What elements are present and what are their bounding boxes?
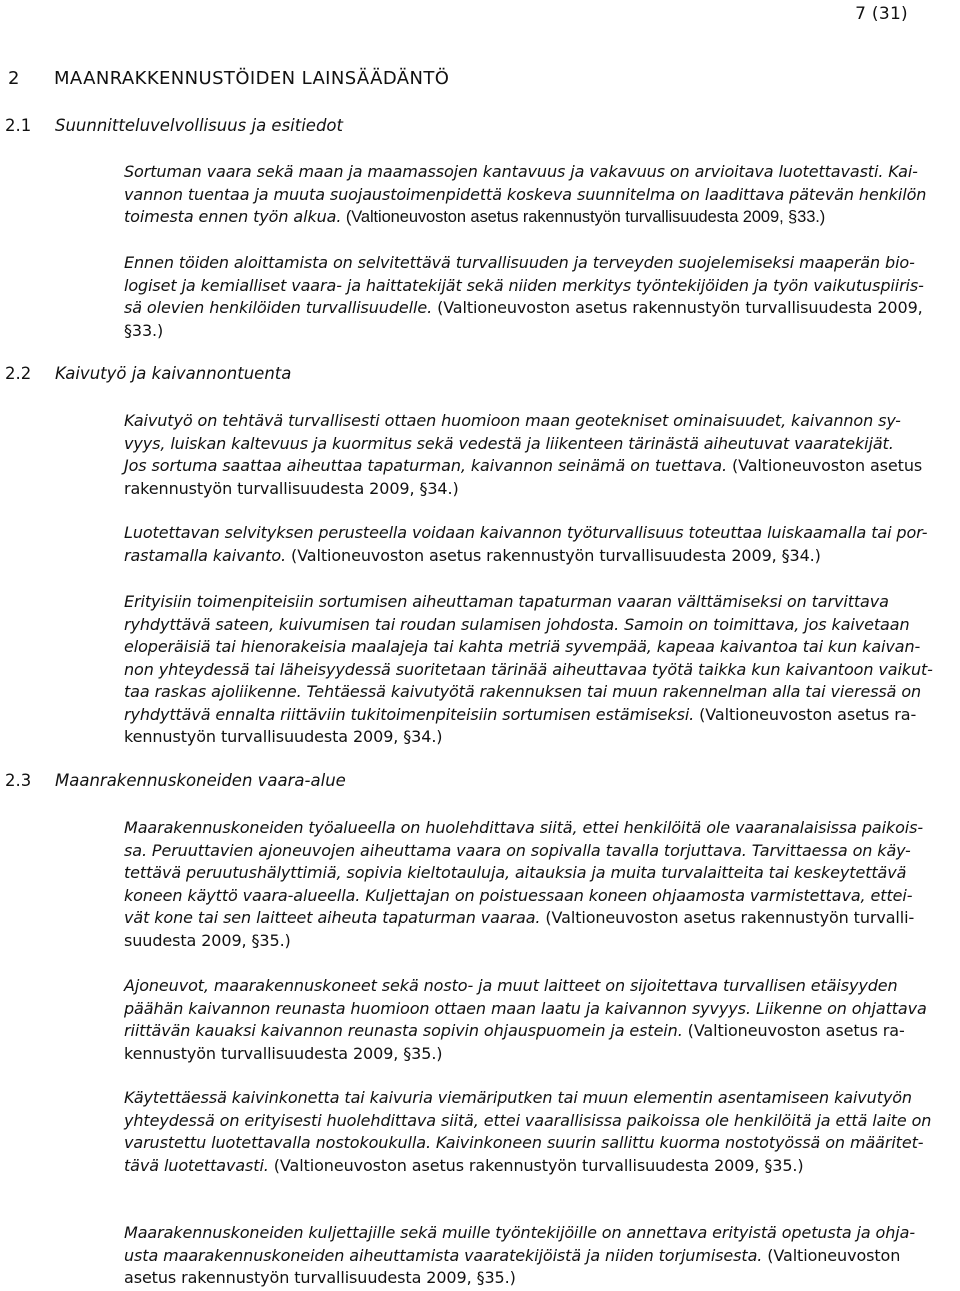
italic-text: koneen käyttö vaara-alueella. Kuljettajan on poistuessaan koneen ohjaamosta varmistettava, ettei- bbox=[124, 885, 913, 905]
paragraph-line bbox=[124, 1132, 956, 1155]
italic-text: tävä luotettavasti. bbox=[124, 1155, 269, 1175]
italic-text: Erityisiin toimenpiteisiin sortumisen aiheuttaman tapaturman vaaran välttämiseksi on tarvittava bbox=[124, 592, 889, 611]
paragraph-line bbox=[124, 1020, 956, 1043]
legal-reference: (Valtioneuvoston asetus bbox=[726, 456, 923, 475]
italic-text: yhteydessä on erityisesti huolehdittava siitä, ettei vaarallisissa paikoissa ole henkilöitä ja että laite on bbox=[124, 1110, 932, 1130]
italic-text: toimesta ennen työn alkua. bbox=[124, 207, 342, 226]
italic-text: Maarakennuskoneiden kuljettajille sekä muille työntekijöille on annettava erityistä opetusta ja ohja- bbox=[124, 1223, 916, 1242]
paragraph-line bbox=[124, 320, 956, 343]
paragraph-line bbox=[124, 184, 956, 207]
italic-text: Ajoneuvot, maarakennuskoneet sekä nosto- ja muut laitteet on sijoitettava turvallisen etäisyyden bbox=[124, 976, 898, 995]
paragraph-line bbox=[124, 636, 956, 659]
page-number: 7 (31) bbox=[855, 4, 908, 24]
section-number: 2.2 bbox=[5, 364, 32, 383]
section-heading-2-2 bbox=[5, 364, 291, 383]
paragraph-line bbox=[124, 522, 956, 545]
paragraph-line bbox=[124, 614, 956, 637]
paragraph-line bbox=[124, 862, 956, 885]
legal-reference: (Valtioneuvoston asetus rakennustyön turvallisuudesta 2009, bbox=[432, 298, 923, 317]
italic-text: ryhdyttävä ennalta riittäviin tukitoimenpiteisiin sortumisen estämiseksi. bbox=[124, 704, 695, 724]
paragraph-line bbox=[124, 817, 956, 840]
italic-text: Kaivutyö on tehtävä turvallisesti ottaen huomioon maan geotekniset ominaisuudet, kaivannon sy- bbox=[124, 411, 901, 430]
paragraph-line bbox=[124, 681, 956, 704]
paragraph-2-2-a bbox=[124, 410, 956, 500]
paragraph-line bbox=[124, 704, 956, 727]
section-number: 2.3 bbox=[5, 771, 32, 790]
italic-text: non yhteydessä tai läheisyydessä suoritetaan tärinää aiheuttavaa työtä taikka kun kaivantoon vaikut- bbox=[124, 659, 933, 679]
paragraph-line bbox=[124, 726, 956, 749]
paragraph-line bbox=[124, 275, 956, 298]
italic-text: vannon tuentaa ja muuta suojaustoimenpidettä koskeva suunnitelma on laadittava pätevän henkilön bbox=[124, 184, 927, 204]
legal-reference: (Valtioneuvoston asetus ra- bbox=[694, 704, 917, 724]
section-heading-2-1 bbox=[5, 116, 343, 135]
italic-text: Jos sortuma saattaa aiheuttaa tapaturman, kaivannon seinämä on tuettava. bbox=[124, 456, 727, 475]
paragraph-line bbox=[124, 1222, 956, 1245]
paragraph-line bbox=[124, 161, 956, 184]
italic-text: Luotettavan selvityksen perusteella voidaan kaivannon työturvallisuus toteuttaa luiskaamalla tai por- bbox=[124, 523, 928, 542]
paragraph-line bbox=[124, 1267, 956, 1290]
italic-text: vät kone tai sen laitteet aiheuta tapaturman vaaraa. bbox=[124, 908, 541, 927]
paragraph-line bbox=[124, 297, 956, 320]
italic-text: usta maarakennuskoneiden aiheuttamista vaaratekijöistä ja niiden torjumisesta. bbox=[124, 1245, 763, 1265]
chapter-title: MAANRAKKENNUSTÖIDEN LAINSÄÄDÄNTÖ bbox=[54, 68, 450, 89]
legal-reference: rakennustyön turvallisuudesta 2009, §34.) bbox=[124, 478, 459, 498]
legal-reference: suudesta 2009, §35.) bbox=[124, 930, 291, 950]
italic-text: logiset ja kemialliset vaara- ja haittatekijät sekä niiden merkitys työntekijöiden ja työn vaikutuspiiris- bbox=[124, 275, 924, 295]
paragraph-2-3-b bbox=[124, 975, 956, 1065]
paragraph-line bbox=[124, 840, 956, 863]
paragraph-line bbox=[124, 433, 956, 456]
paragraph-line bbox=[124, 907, 956, 930]
paragraph-line bbox=[124, 591, 956, 614]
italic-text: varustettu luotettavalla nostokoukulla. Kaivinkoneen suurin sallittu kuorma nostotyössä on määritet- bbox=[124, 1133, 924, 1152]
paragraph-line bbox=[124, 545, 956, 568]
paragraph-line bbox=[124, 930, 956, 953]
italic-text: Käytettäessä kaivinkonetta tai kaivuria viemäriputken tai muun elementin asentamiseen kaivutyön bbox=[124, 1088, 912, 1107]
paragraph-line bbox=[124, 1087, 956, 1110]
paragraph-line bbox=[124, 455, 956, 478]
italic-text: Ennen töiden aloittamista on selvitettävä turvallisuuden ja terveyden suojelemiseksi maaperän bio- bbox=[124, 253, 915, 272]
legal-reference: kennustyön turvallisuudesta 2009, §34.) bbox=[124, 727, 443, 746]
paragraph-2-3-c bbox=[124, 1087, 956, 1177]
legal-reference: §33.) bbox=[124, 320, 164, 340]
italic-text: sa. Peruuttavien ajoneuvojen aiheuttama vaara on sopivalla tavalla torjuttava. Tarvittaessa on käy- bbox=[124, 840, 911, 860]
legal-reference: (Valtioneuvoston asetus ra- bbox=[682, 1021, 905, 1040]
paragraph-2-3-d bbox=[124, 1222, 956, 1290]
section-heading-2-3 bbox=[5, 771, 346, 790]
legal-reference: (Valtioneuvoston asetus rakennustyön turvallisuudesta 2009, §34.) bbox=[286, 545, 821, 565]
italic-text: taa raskas ajoliikenne. Tehtäessä kaivutyötä rakennuksen tai muun rakennelman alla tai vieressä on bbox=[124, 682, 922, 701]
italic-text: sä olevien henkilöiden turvallisuudelle. bbox=[124, 298, 433, 317]
italic-text: Maarakennuskoneiden työalueella on huolehdittava siitä, ettei henkilöitä ole vaaranalaisissa paikois- bbox=[124, 818, 924, 837]
italic-text: päähän kaivannon reunasta huomioon ottaen maan laatu ja kaivannon syvyys. Liikenne on ohjattava bbox=[124, 998, 927, 1018]
paragraph-line bbox=[124, 1155, 956, 1178]
paragraph-line bbox=[124, 975, 956, 998]
paragraph-line bbox=[124, 885, 956, 908]
legal-reference: asetus rakennustyön turvallisuudesta 2009, §35.) bbox=[124, 1268, 516, 1287]
italic-text: tettävä peruutushälyttimiä, sopivia kieltotauluja, aitauksia ja muita turvalaitteita tai keskeytettävä bbox=[124, 863, 907, 882]
legal-reference: (Valtioneuvoston asetus rakennustyön turvallisuudesta 2009, §35.) bbox=[268, 1155, 804, 1175]
paragraph-line bbox=[124, 252, 956, 275]
italic-text: vyys, luiskan kaltevuus ja kuormitus sekä vedestä ja liikenteen tärinästä aiheutuvat vaaratekijät. bbox=[124, 433, 894, 453]
chapter-heading bbox=[8, 68, 449, 89]
paragraph-2-1-b bbox=[124, 252, 956, 342]
paragraph-line bbox=[124, 659, 956, 682]
paragraph-line bbox=[124, 1110, 956, 1133]
legal-reference: kennustyön turvallisuudesta 2009, §35.) bbox=[124, 1043, 443, 1063]
italic-text: rastamalla kaivanto. bbox=[124, 545, 287, 565]
chapter-number: 2 bbox=[8, 68, 20, 89]
italic-text: riittävän kauaksi kaivannon reunasta sopivin ohjauspuomein ja estein. bbox=[124, 1021, 683, 1040]
section-title: Maanrakennuskoneiden vaara-alue bbox=[55, 771, 346, 790]
section-title: Kaivutyö ja kaivannontuenta bbox=[55, 364, 292, 383]
paragraph-line bbox=[124, 410, 956, 433]
legal-reference: (Valtioneuvoston bbox=[762, 1245, 901, 1265]
section-title: Suunnitteluvelvollisuus ja esitiedot bbox=[55, 116, 344, 135]
paragraph-2-2-b bbox=[124, 522, 956, 567]
paragraph-line bbox=[124, 998, 956, 1021]
legal-reference: (Valtioneuvoston asetus rakennustyön turvallisuudesta 2009, §33.) bbox=[341, 208, 826, 226]
paragraph-2-1-a bbox=[124, 161, 956, 229]
paragraph-line bbox=[124, 206, 956, 229]
section-number: 2.1 bbox=[5, 116, 32, 135]
legal-reference: (Valtioneuvoston asetus rakennustyön turvalli- bbox=[540, 908, 915, 927]
paragraph-2-3-a bbox=[124, 817, 956, 952]
paragraph-2-2-c bbox=[124, 591, 956, 749]
paragraph-line bbox=[124, 478, 956, 501]
italic-text: eloperäisiä tai hienorakeisia maalajeja tai kahta metriä syvempää, kapeaa kaivantoa tai kun kaivan- bbox=[124, 637, 921, 656]
italic-text: Sortuman vaara sekä maan ja maamassojen kantavuus ja vakavuus on arvioitava luotettavasti. Kai- bbox=[124, 162, 918, 181]
paragraph-line bbox=[124, 1043, 956, 1066]
paragraph-line bbox=[124, 1245, 956, 1268]
italic-text: ryhdyttävä sateen, kuivumisen tai roudan sulamisen johdosta. Samoin on toimittava, jos kaivetaan bbox=[124, 614, 910, 634]
